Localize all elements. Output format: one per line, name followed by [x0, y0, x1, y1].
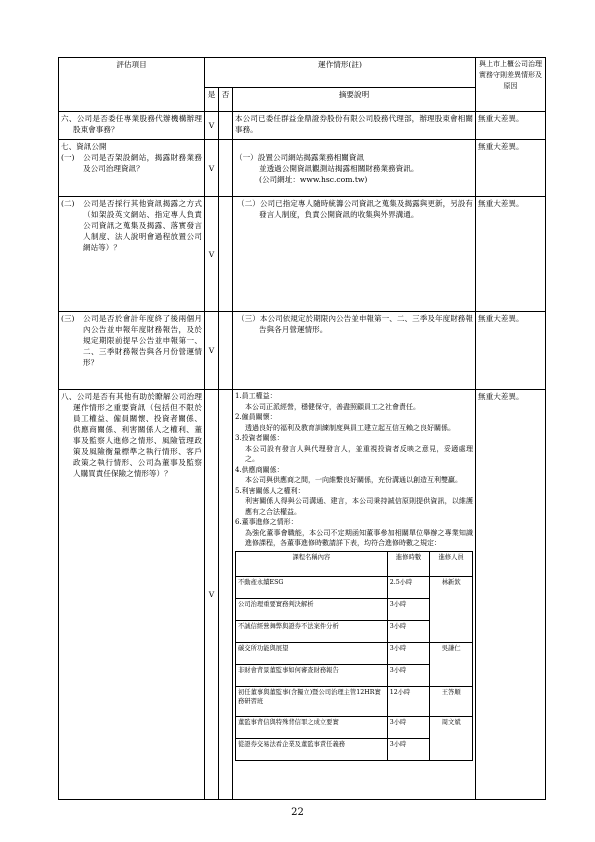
yes-mark-8: V [205, 390, 219, 800]
summary-7-3 [233, 312, 476, 390]
training-hours: 3小時 [387, 664, 430, 686]
p1-text: 本公司正派經營，穩健保守，善盡照顧員工之社會責任。 [245, 402, 420, 411]
item-7-1-text: 公司是否架設網站，揭露財務業務及公司治理資訊？ [83, 153, 202, 173]
summary-8 [233, 390, 476, 800]
yes-mark-7-1: V [205, 140, 219, 197]
governance-table [58, 57, 546, 800]
training-hours: 3小時 [387, 642, 430, 664]
p2-text: 透過良好的福利及教育訓練制度與員工建立起互信互賴之良好關係。 [245, 423, 455, 432]
diff-7-2: 無重大差異。 [476, 197, 546, 312]
diff-6: 無重大差異。 [476, 112, 546, 140]
training-course: 不動產永續ESG [236, 576, 388, 598]
item-7-3-text: 公司是否於會計年度終了後兩個月內公告並申報年度財務報告，及於規定期限前提早公告並申報第一、二、三季財務報告與各月份營運情形？ [83, 314, 202, 367]
summary-7-2 [233, 197, 476, 312]
training-header-course: 課程名稱內容 [236, 551, 388, 576]
summary-7-1 [233, 140, 476, 197]
diff-7: 無重大差異。 [476, 140, 546, 197]
training-course: 初任董事與董監事(含獨立)暨公司治理主管12HR實務研習班 [236, 686, 388, 716]
yes-mark-7-3: V [205, 312, 219, 390]
yes-mark-6: V [205, 112, 219, 140]
p1-title: 1.員工權益： [235, 392, 277, 400]
item-8: 八、公司是否有其他有助於瞭解公司治理運作情形之重要資訊（包括但不限於員工權益、僱員關懷、投資者關係、供應商關係、利害關係人之權利、董事及監察人進修之情形、風險管理政策及風險衡量標準之執行情形、客戶政策之執行情形、公司為董事及監察人購買責任保險之情形等）？ [59, 390, 205, 800]
no-mark-6 [219, 112, 233, 140]
p5-title: 5.利害關係人之權利： [235, 486, 305, 495]
p6-text: 為強化董事會職能，本公司不定期函知董事參加相關單位舉辦之專業知識進修課程，各董事進修時數請詳下表，均符合進修時數之規定： [245, 528, 474, 547]
p4-title: 4.供應商關係： [235, 465, 284, 474]
summary-7-1-line1: （一）設置公司網站揭露業務相關資訊 [235, 153, 365, 162]
page-number: 22 [291, 807, 304, 818]
no-mark-7-3 [219, 312, 233, 390]
training-person: 周文斌 [430, 716, 473, 760]
training-person: 林新欽 [430, 576, 473, 642]
summary-7-1-website: (公司網址：www.hsc.com.tw) [259, 175, 368, 184]
training-course: 不誠信經營舞弊與證券不法案件分析 [236, 620, 388, 642]
training-header-hours: 進修時數 [387, 551, 430, 576]
item-7-3-num: (三) [61, 314, 75, 323]
item-7-2-cell [59, 197, 205, 312]
summary-7-3-text: （三）本公司依規定於期限內公告並申報第一、二、三季及年度財務報告與各月營運情形。 [237, 314, 474, 334]
yes-mark-7-2: V [205, 197, 219, 312]
item-7-2-num: (二) [61, 199, 75, 208]
training-course: 從證券交易法看企業及董監事責任義務 [236, 738, 388, 760]
header-diff: 與上市上櫃公司治理實務守則差異情形及原因 [476, 58, 546, 112]
training-course: 董監事背信與特殊背信罪之成立要實 [236, 716, 388, 738]
no-mark-7-2 [219, 197, 233, 312]
training-course: 公司治理重要實務判決解析 [236, 598, 388, 620]
summary-6: 本公司已委任群益金鼎證券股份有限公司股務代理部，辦理股東會相關事務。 [233, 112, 476, 140]
training-hours: 12小時 [387, 686, 430, 716]
item-7-title: 七、資訊公開 [61, 142, 107, 151]
item-7-1-cell [59, 140, 205, 197]
training-course: 非財會背景董監事如何審查財務報告 [236, 664, 388, 686]
training-hours: 3小時 [387, 598, 430, 620]
no-mark-8 [219, 390, 233, 800]
p3-text: 本公司設有發言人與代理發言人，並重視投資者反映之意見，妥適處理之。 [245, 444, 474, 463]
item-7-3-cell [59, 312, 205, 390]
header-eval-item: 評估項目 [59, 58, 205, 112]
p4-text: 本公司與供應商之間，一向維繫良好關係，充份溝通以創造互利雙贏。 [245, 476, 462, 484]
training-header-person: 進修人員 [430, 551, 473, 576]
no-mark-7-1 [219, 140, 233, 197]
diff-8: 無重大差異。 [476, 390, 546, 800]
training-person: 吳謙仁 [430, 642, 473, 686]
training-hours: 2.5小時 [387, 576, 430, 598]
training-hours: 3小時 [387, 716, 430, 738]
item-6: 六、公司是否委任專業股務代辦機構辦理股東會事務？ [59, 112, 205, 140]
p2-title: 2.僱員關懷： [235, 413, 277, 421]
item-7-2-text: 公司是否採行其他資訊揭露之方式（如架設英文網站、指定專人負責公司資訊之蒐集及揭露、落實發言人制度、法人說明會過程放置公司網站等）？ [83, 199, 202, 252]
training-course: 碳交所功能與展望 [236, 642, 388, 664]
item-7-1-num: (一) [61, 153, 75, 162]
header-operation: 運作情形(註) [205, 58, 476, 88]
training-hours: 3小時 [387, 738, 430, 760]
diff-7-3: 無重大差異。 [476, 312, 546, 390]
p5-text: 利害關係人得與公司溝通、建言，本公司秉持誠信原則提供資訊，以維護應有之合法權益。 [245, 497, 474, 516]
header-no: 否 [219, 88, 233, 112]
summary-7-1-line2: 並透過公開資訊觀測站揭露相關財務業務資訊。 [259, 164, 419, 173]
training-person: 王答順 [430, 686, 473, 716]
p3-title: 3.投資者關係： [235, 434, 284, 442]
training-hours: 3小時 [387, 620, 430, 642]
training-table [235, 551, 473, 761]
p6-title: 6.董事進修之情形： [235, 518, 298, 526]
header-yes: 是 [205, 88, 219, 112]
summary-7-2-text: （二）公司已指定專人隨時統籌公司資訊之蒐集及揭露與更新，另設有發言人制度，負責公開資訊的收集與外界溝通。 [237, 199, 474, 219]
header-summary: 摘要說明 [233, 88, 476, 112]
